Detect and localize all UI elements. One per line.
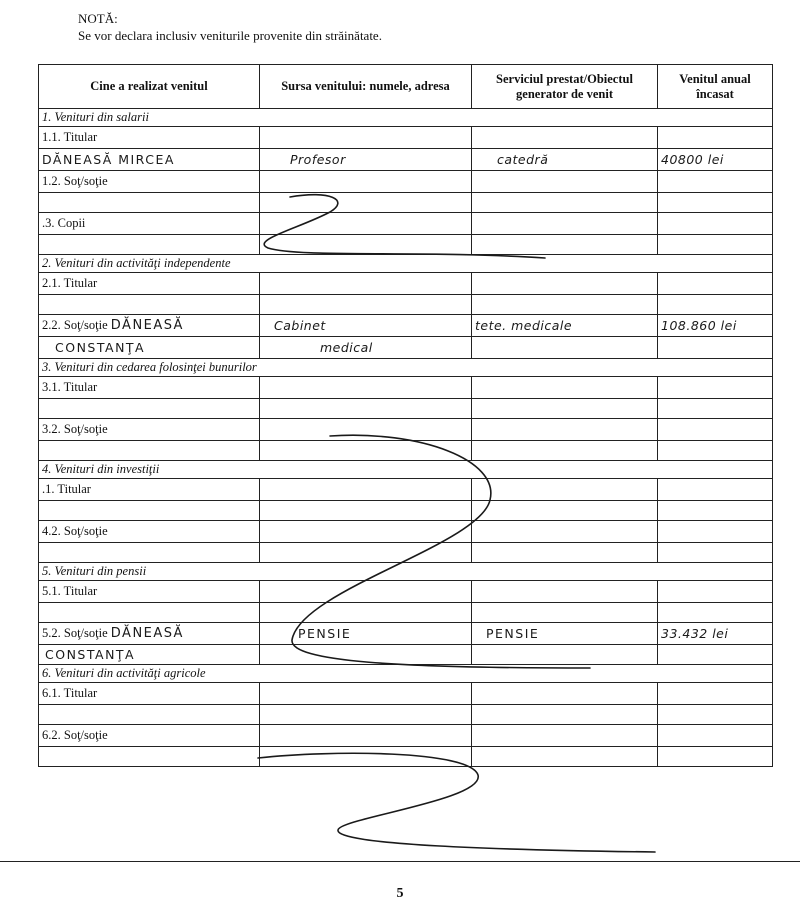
table-header-row — [39, 65, 773, 109]
table-row — [39, 235, 773, 255]
section-row — [39, 563, 773, 581]
table-row — [39, 127, 773, 149]
income-table — [38, 64, 773, 767]
entry-service: tete. medicale — [472, 315, 658, 337]
entry-source-line2: medical — [260, 337, 472, 359]
row-label: 3.2. Soţ/soţie — [39, 419, 260, 441]
table-row — [39, 315, 773, 337]
note-block — [78, 10, 382, 44]
entry-name: DĂNEASĂ MIRCEA — [39, 149, 260, 171]
section-title: 6. Venituri din activităţi agricole — [39, 665, 773, 683]
entry-name-line2: CONSTANŢA — [39, 645, 260, 665]
table-row — [39, 683, 773, 705]
entry-source: Cabinet — [260, 315, 472, 337]
row-label: .1. Titular — [39, 479, 260, 501]
entry-service: catedră — [472, 149, 658, 171]
row-label: 3.1. Titular — [39, 377, 260, 399]
table-row — [39, 479, 773, 501]
entry-service: PENSIE — [472, 623, 658, 645]
table-row — [39, 747, 773, 767]
note-text: Se vor declara inclusiv veniturile provenite din străinătate. — [78, 28, 382, 43]
row-label: 2.2. Soţ/soţie — [42, 318, 108, 332]
entry-amount: 108.860 lei — [658, 315, 773, 337]
entry-source: PENSIE — [260, 623, 472, 645]
table-row — [39, 149, 773, 171]
row-label: 1.1. Titular — [39, 127, 260, 149]
table-row — [39, 193, 773, 213]
table-row — [39, 399, 773, 419]
row-label: 2.1. Titular — [39, 273, 260, 295]
entry-name-line2: CONSTANŢA — [39, 337, 260, 359]
table-row — [39, 419, 773, 441]
section-row — [39, 461, 773, 479]
table-row — [39, 501, 773, 521]
table-row — [39, 295, 773, 315]
row-label: 5.2. Soţ/soţie — [42, 626, 108, 640]
entry-name: DĂNEASĂ — [110, 626, 184, 641]
table-row — [39, 581, 773, 603]
table-row — [39, 213, 773, 235]
table-row — [39, 377, 773, 399]
table-row — [39, 441, 773, 461]
row-label: .3. Copii — [39, 213, 260, 235]
header-who: Cine a realizat venitul — [39, 65, 260, 109]
entry-amount: 33.432 lei — [658, 623, 773, 645]
header-amount: Venitul anual încasat — [658, 65, 773, 109]
row-label: 6.1. Titular — [39, 683, 260, 705]
scribble-section6 — [258, 753, 655, 852]
note-title: NOTĂ: — [78, 11, 118, 26]
table-row — [39, 705, 773, 725]
section-row — [39, 359, 773, 377]
entry-amount: 40800 lei — [658, 149, 773, 171]
header-source: Sursa venitului: numele, adresa — [260, 65, 472, 109]
table-row — [39, 623, 773, 645]
table-row — [39, 273, 773, 295]
table-row — [39, 171, 773, 193]
table-row — [39, 725, 773, 747]
table-row — [39, 543, 773, 563]
section-title: 1. Venituri din salarii — [39, 109, 773, 127]
section-title: 5. Venituri din pensii — [39, 563, 773, 581]
table-row — [39, 521, 773, 543]
entry-name: DĂNEASĂ — [110, 318, 184, 333]
table-row — [39, 337, 773, 359]
section-row — [39, 109, 773, 127]
row-label: 5.1. Titular — [39, 581, 260, 603]
bottom-rule — [0, 861, 800, 862]
section-title: 2. Venituri din activităţi independente — [39, 255, 773, 273]
section-title: 4. Venituri din investiţii — [39, 461, 773, 479]
entry-source: Profesor — [260, 149, 472, 171]
header-service: Serviciul prestat/Obiectul generator de venit — [472, 65, 658, 109]
row-label: 4.2. Soţ/soţie — [39, 521, 260, 543]
row-label: 1.2. Soţ/soţie — [39, 171, 260, 193]
page-number: 5 — [396, 886, 404, 901]
section-row — [39, 665, 773, 683]
section-title: 3. Venituri din cedarea folosinţei bunurilor — [39, 359, 773, 377]
table-row — [39, 645, 773, 665]
row-label: 6.2. Soţ/soţie — [39, 725, 260, 747]
entry-name-cell — [39, 623, 260, 645]
entry-name-cell — [39, 315, 260, 337]
table-row — [39, 603, 773, 623]
section-row — [39, 255, 773, 273]
